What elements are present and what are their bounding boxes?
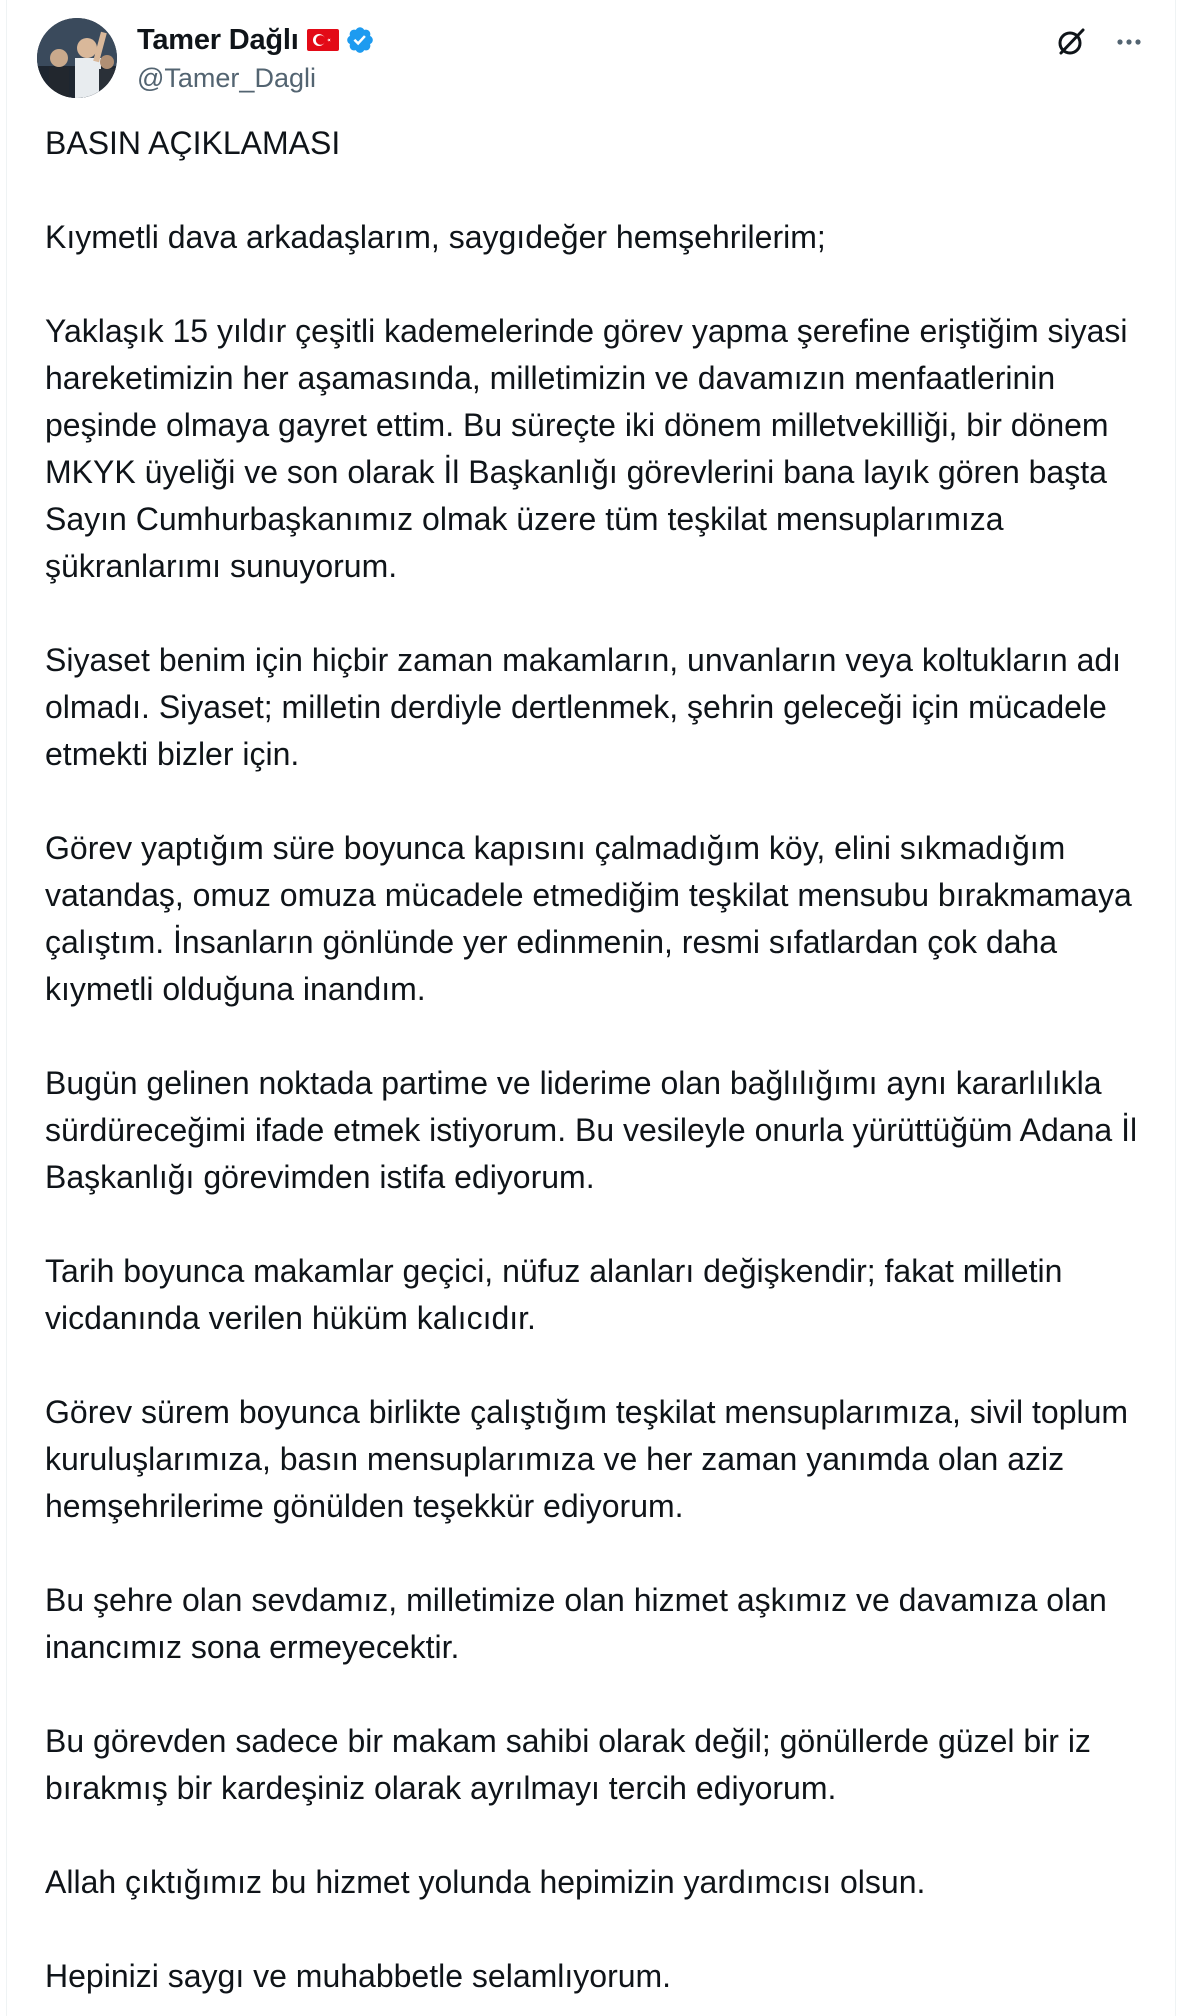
post-paragraph: Bu şehre olan sevdamız, milletimize olan hizmet aşkımız ve davamıza olan inancımız sona ermeyecektir. <box>45 1582 1116 1665</box>
verified-badge-icon[interactable] <box>345 25 375 55</box>
author-names <box>137 20 375 96</box>
post-actions <box>1053 24 1147 60</box>
post-paragraph: Tarih boyunca makamlar geçici, nüfuz alanları değişkendir; fakat milletin vicdanında verilen hüküm kalıcıdır. <box>45 1253 1072 1336</box>
grok-icon[interactable] <box>1053 24 1089 60</box>
post-text <box>45 120 1155 2000</box>
post-card <box>6 0 1176 2016</box>
post-paragraph: Hepinizi saygı ve muhabbetle selamlıyorum. <box>45 1958 672 1994</box>
avatar-image <box>37 18 117 98</box>
turkey-flag-icon <box>307 29 339 51</box>
post-paragraph: Allah çıktığımız bu hizmet yolunda hepimizin yardımcısı olsun. <box>45 1864 926 1900</box>
post-paragraph: Görev yaptığım süre boyunca kapısını çalmadığım köy, elini sıkmadığım vatandaş, omuz omuza mücadele etmediğim teşkilat mensubu bırakmamaya çalıştım. İnsanların gönlünde yer edinmenin, resmi sıfatlardan çok daha kıymetli olduğuna inandım. <box>45 830 1141 1007</box>
name-row <box>137 20 375 60</box>
post-paragraph: Siyaset benim için hiçbir zaman makamların, unvanların veya koltukların adı olmadı. Siyaset; milletin derdiyle dertlenmek, şehrin geleceği için mücadele etmekti bizler için. <box>45 642 1130 772</box>
post-paragraph: Yaklaşık 15 yıldır çeşitli kademelerinde görev yapma şerefine eriştiğim siyasi hareketimizin her aşamasında, milletimizin ve davamızın menfaatlerinin peşinde olmaya gayret ettim. Bu süreçte iki dönem milletvekilliği, bir dönem MKYK üyeliği ve son olarak İl Başkanlığı görevlerini bana layık gören başta Sayın Cumhurbaşkanımız olmak üzere tüm teşkilat mensuplarımıza şükranlarımı sunuyorum. <box>45 313 1137 584</box>
post-paragraph: Bu görevden sadece bir makam sahibi olarak değil; gönüllerde güzel bir iz bırakmış bir kardeşiniz olarak ayrılmayı tercih ediyorum. <box>45 1723 1100 1806</box>
post-paragraph: Görev sürem boyunca birlikte çalıştığım teşkilat mensuplarımıza, sivil toplum kuruluşlarımıza, basın mensuplarımıza ve her zaman yanımda olan aziz hemşehrilerime gönülden teşekkür ediyorum. <box>45 1394 1137 1524</box>
post-header <box>37 18 1147 98</box>
post-paragraph: BASIN AÇIKLAMASI <box>45 125 341 161</box>
avatar[interactable] <box>37 18 117 98</box>
post-paragraph: Kıymetli dava arkadaşlarım, saygıdeğer hemşehrilerim; <box>45 219 826 255</box>
post-paragraph: Bugün gelinen noktada partime ve liderime olan bağlılığımı aynı kararlılıkla sürdüreceğimi ifade etmek istiyorum. Bu vesileyle onurla yürüttüğüm Adana İl Başkanlığı görevimden istifa ediyorum. <box>45 1065 1146 1195</box>
more-options-icon[interactable] <box>1111 24 1147 60</box>
author-handle[interactable]: @Tamer_Dagli <box>137 63 316 93</box>
author-display-name[interactable]: Tamer Dağlı <box>137 23 299 56</box>
